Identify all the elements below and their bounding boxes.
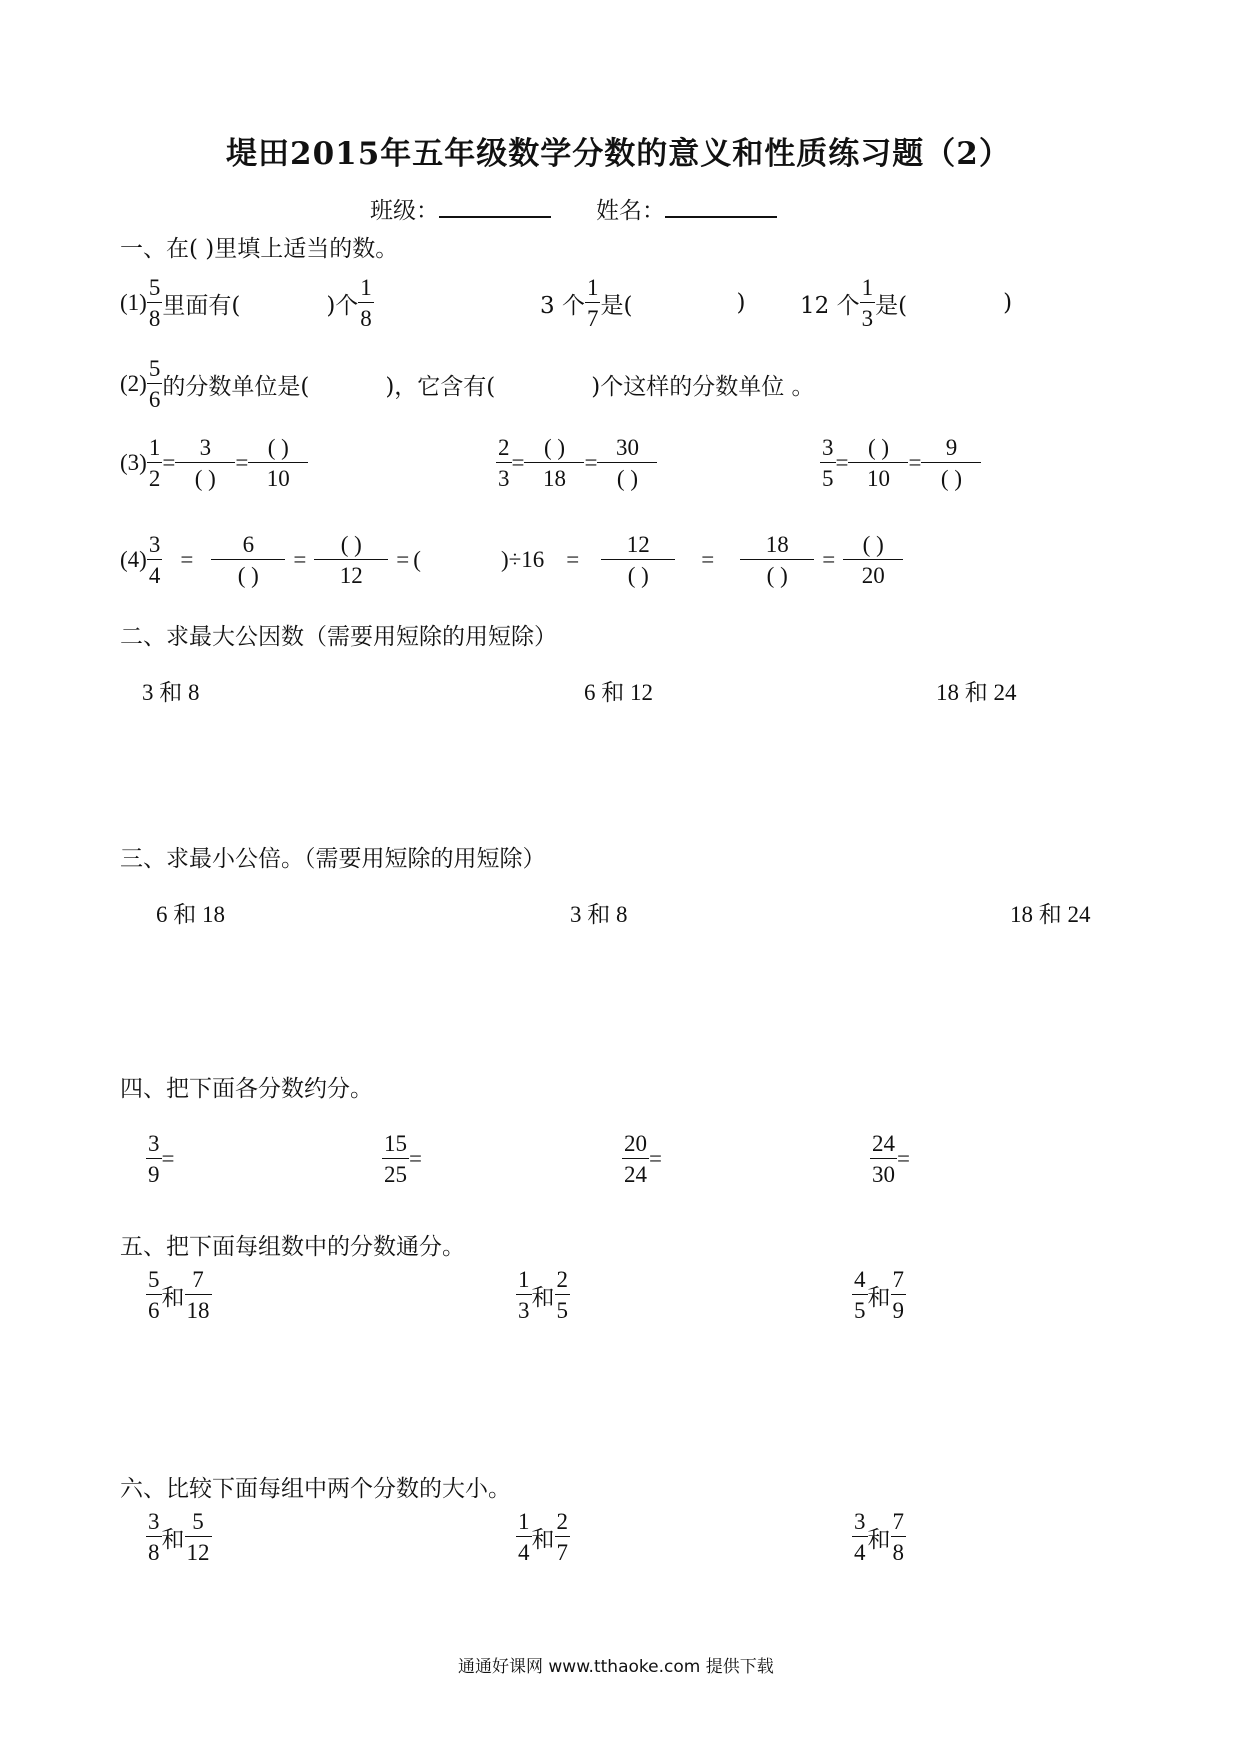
- s1-q3-c: [820, 436, 981, 490]
- fraction: $\frac{7}{18}$: [186, 1267, 210, 1323]
- fraction: $\frac{5}{12}$: [186, 1509, 210, 1565]
- fraction[interactable]: $\frac{( )}{18}$: [524, 436, 584, 490]
- lcm-item: 3 和 8: [570, 902, 628, 927]
- class-label: 班级：: [370, 198, 439, 224]
- fraction: $\frac{15}{25}$: [384, 1131, 407, 1187]
- and-text: 和: [161, 1284, 185, 1311]
- s1-q1-part2: [540, 276, 745, 330]
- gcd-item: 18 和 24: [936, 680, 1017, 705]
- and-text: 和: [867, 1284, 891, 1311]
- fraction[interactable]: $\frac{3}{( )}$: [175, 436, 235, 490]
- fraction: $\frac{1}{2}$: [148, 435, 161, 491]
- q1-text2: )个: [326, 292, 359, 319]
- fraction: $\frac{2}{7}$: [556, 1509, 568, 1565]
- lcm-item: 6 和 18: [156, 902, 225, 927]
- q2-text3: )个这样的分数单位 。: [591, 373, 815, 400]
- reduce-item: [622, 1132, 662, 1186]
- equals-sign: =: [566, 547, 580, 572]
- common-denominator-group: [852, 1268, 906, 1322]
- section2-heading: 二、求最大公因数（需要用短除的用短除）: [120, 624, 557, 650]
- equals-sign: =: [161, 1146, 175, 1171]
- s1-q4: [120, 533, 903, 587]
- common-denominator-group: [516, 1268, 570, 1322]
- q3-label: (3): [120, 450, 147, 475]
- fraction: $\frac{1}{3}$: [861, 275, 874, 331]
- fraction: $\frac{4}{5}$: [854, 1267, 866, 1323]
- and-text: 和: [867, 1526, 891, 1553]
- class-blank[interactable]: [439, 214, 551, 218]
- s1-q3-b: [496, 436, 657, 490]
- equals-sign: =: [835, 450, 849, 475]
- q1-text6: ): [1003, 290, 1013, 316]
- q1-text3: 是(: [600, 292, 633, 319]
- equals-sign: =: [649, 1146, 662, 1171]
- common-denominator-group: [146, 1268, 212, 1322]
- fraction[interactable]: $\frac{( )}{10}$: [848, 436, 908, 490]
- fraction: $\frac{3}{4}$: [854, 1509, 866, 1565]
- page-title: 堤田2015年五年级数学分数的意义和性质练习题（2）: [226, 136, 1011, 172]
- q1-text1: 里面有(: [162, 292, 241, 319]
- reduce-item: [382, 1132, 422, 1186]
- fraction: $\frac{3}{4}$: [148, 532, 161, 588]
- and-text: 和: [531, 1284, 555, 1311]
- compare-group: [852, 1510, 906, 1564]
- equals-sign: =: [409, 1146, 422, 1171]
- q2-label: (2): [120, 371, 147, 396]
- section1-heading: 一、在( )里填上适当的数。: [120, 236, 399, 262]
- fraction: $\frac{5}{8}$: [148, 275, 161, 331]
- equals-sign: =: [396, 547, 410, 572]
- equals-sign: =: [235, 450, 249, 475]
- fraction[interactable]: $\frac{9}{( )}$: [921, 436, 981, 490]
- q1-label: (1): [120, 290, 147, 315]
- compare-group: [146, 1510, 212, 1564]
- fraction: $\frac{1}{4}$: [518, 1509, 530, 1565]
- q1-text4: ): [736, 290, 746, 316]
- q2-text1: 的分数单位是(: [162, 373, 310, 400]
- fraction: $\frac{3}{5}$: [822, 435, 834, 491]
- equals-sign: =: [908, 450, 922, 475]
- equals-sign: =: [897, 1146, 910, 1171]
- fraction: $\frac{2}{5}$: [556, 1267, 568, 1323]
- s1-q1: [120, 276, 374, 330]
- fraction[interactable]: $\frac{( )}{12}$: [314, 533, 388, 587]
- fraction: $\frac{20}{24}$: [624, 1131, 647, 1187]
- section6-heading: 六、比较下面每组中两个分数的大小。: [120, 1476, 511, 1502]
- section5-heading: 五、把下面每组数中的分数通分。: [120, 1234, 465, 1260]
- fraction[interactable]: $\frac{18}{( )}$: [740, 533, 814, 587]
- equals-sign: =: [180, 547, 194, 572]
- reduce-item: [146, 1132, 174, 1186]
- and-text: 和: [531, 1526, 555, 1553]
- class-field: [370, 192, 551, 225]
- fraction: $\frac{24}{30}$: [872, 1131, 895, 1187]
- s1-q3-a: [120, 436, 308, 490]
- gcd-item: 3 和 8: [142, 680, 200, 705]
- compare-group: [516, 1510, 570, 1564]
- fraction[interactable]: $\frac{( )}{10}$: [248, 436, 308, 490]
- q1-prefix2: 3 个: [540, 292, 585, 319]
- q4-label: (4): [120, 547, 147, 572]
- fraction: $\frac{3}{9}$: [148, 1131, 160, 1187]
- fraction: $\frac{1}{7}$: [586, 275, 599, 331]
- fraction: $\frac{5}{6}$: [148, 1267, 160, 1323]
- fraction: $\frac{3}{8}$: [148, 1509, 160, 1565]
- fraction: $\frac{5}{6}$: [148, 356, 161, 412]
- equals-sign: =: [822, 547, 836, 572]
- s1-q2: [120, 357, 815, 411]
- equals-sign: =: [584, 450, 598, 475]
- fraction: $\frac{1}{8}$: [360, 275, 372, 331]
- fraction: $\frac{7}{8}$: [892, 1509, 904, 1565]
- q2-text2: )，它含有(: [385, 373, 496, 400]
- s1-q1-part3: [800, 276, 1012, 330]
- name-label: 姓名：: [596, 198, 665, 224]
- and-text: 和: [161, 1526, 185, 1553]
- fraction: $\frac{7}{9}$: [892, 1267, 904, 1323]
- equals-sign: =: [701, 547, 715, 572]
- section3-heading: 三、求最小公倍。（需要用短除的用短除）: [120, 846, 546, 872]
- fraction: $\frac{2}{3}$: [498, 435, 510, 491]
- name-field: [596, 192, 777, 225]
- name-blank[interactable]: [665, 214, 777, 218]
- equals-sign: =: [162, 450, 176, 475]
- equals-sign: =: [293, 547, 307, 572]
- fraction[interactable]: $\frac{12}{( )}$: [601, 533, 675, 587]
- fraction[interactable]: $\frac{6}{( )}$: [211, 533, 285, 587]
- footer-credit: 通通好课网 www.tthaoke.com 提供下载: [458, 1657, 774, 1677]
- equals-sign: =: [511, 450, 525, 475]
- section4-heading: 四、把下面各分数约分。: [120, 1076, 373, 1102]
- lcm-item: 18 和 24: [1010, 902, 1091, 927]
- fraction[interactable]: $\frac{( )}{20}$: [843, 533, 903, 587]
- reduce-item: [870, 1132, 910, 1186]
- fraction: $\frac{1}{3}$: [518, 1267, 530, 1323]
- fraction[interactable]: $\frac{30}{( )}$: [597, 436, 657, 490]
- gcd-item: 6 和 12: [584, 680, 653, 705]
- q1-prefix3: 12 个: [800, 292, 860, 319]
- division-close: )÷16: [500, 547, 545, 572]
- division-open: (: [413, 547, 421, 572]
- q1-text5: 是(: [875, 292, 908, 319]
